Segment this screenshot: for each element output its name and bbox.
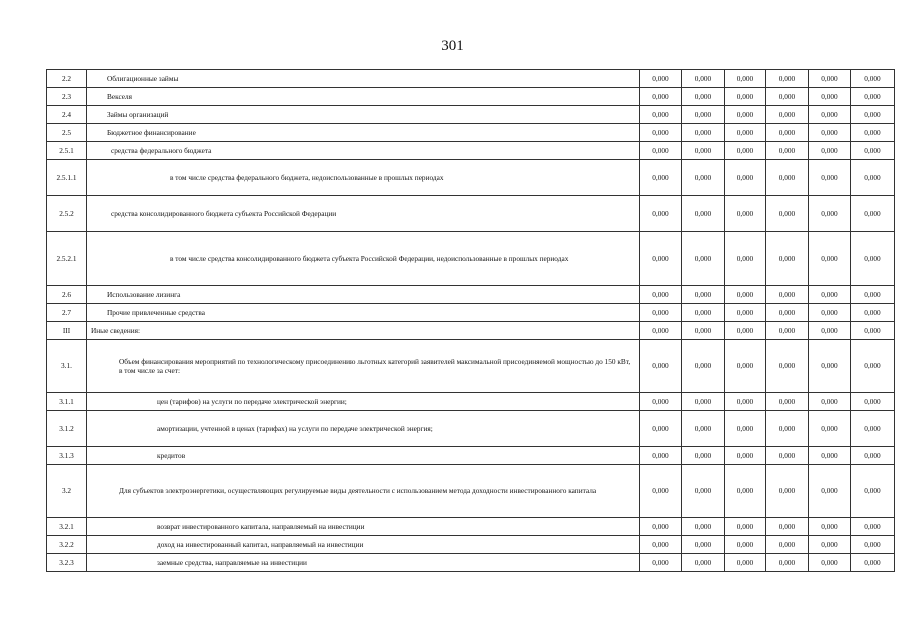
value-cell: 0,000 — [809, 322, 851, 340]
row-name: Иные сведения: — [87, 322, 640, 340]
table-row — [47, 124, 895, 142]
value-cell: 0,000 — [809, 196, 851, 232]
value-cell: 0,000 — [809, 70, 851, 88]
value-cell: 0,000 — [640, 340, 682, 393]
value-cell: 0,000 — [809, 304, 851, 322]
value-cell: 0,000 — [766, 232, 809, 286]
table-row — [47, 554, 895, 572]
table-row — [47, 106, 895, 124]
value-cell: 0,000 — [640, 465, 682, 518]
value-cell: 0,000 — [766, 160, 809, 196]
value-cell: 0,000 — [640, 142, 682, 160]
row-code: 2.5.1.1 — [47, 160, 87, 196]
value-cell: 0,000 — [809, 447, 851, 465]
value-cell: 0,000 — [682, 70, 725, 88]
value-cell: 0,000 — [640, 124, 682, 142]
value-cell: 0,000 — [851, 70, 895, 88]
row-code: 2.6 — [47, 286, 87, 304]
row-code: 3.1. — [47, 340, 87, 393]
value-cell: 0,000 — [766, 142, 809, 160]
value-cell: 0,000 — [851, 447, 895, 465]
value-cell: 0,000 — [851, 160, 895, 196]
row-name: Бюджетное финансирование — [87, 124, 640, 142]
value-cell: 0,000 — [725, 518, 766, 536]
value-cell: 0,000 — [640, 304, 682, 322]
value-cell: 0,000 — [640, 232, 682, 286]
row-name: Займы организаций — [87, 106, 640, 124]
value-cell: 0,000 — [766, 322, 809, 340]
value-cell: 0,000 — [851, 322, 895, 340]
value-cell: 0,000 — [682, 322, 725, 340]
value-cell: 0,000 — [766, 518, 809, 536]
value-cell: 0,000 — [766, 124, 809, 142]
value-cell: 0,000 — [725, 124, 766, 142]
table-row — [47, 447, 895, 465]
table-row — [47, 232, 895, 286]
value-cell: 0,000 — [809, 160, 851, 196]
value-cell: 0,000 — [682, 447, 725, 465]
value-cell: 0,000 — [851, 304, 895, 322]
value-cell: 0,000 — [725, 322, 766, 340]
row-name: заемные средства, направляемые на инвестиции — [87, 554, 640, 572]
row-code: 2.3 — [47, 88, 87, 106]
row-name: Объем финансирования мероприятий по технологическому присоединению льготных категорий заявителей максимальной присоединяемой мощностью до 150 кВт, в том числе за счет: — [87, 340, 640, 393]
row-code: 3.1.2 — [47, 411, 87, 447]
page-number: 301 — [441, 38, 464, 54]
row-name: Использование лизинга — [87, 286, 640, 304]
value-cell: 0,000 — [809, 536, 851, 554]
value-cell: 0,000 — [682, 393, 725, 411]
value-cell: 0,000 — [640, 447, 682, 465]
row-code: 3.2.2 — [47, 536, 87, 554]
value-cell: 0,000 — [725, 340, 766, 393]
value-cell: 0,000 — [682, 465, 725, 518]
value-cell: 0,000 — [725, 88, 766, 106]
value-cell: 0,000 — [766, 465, 809, 518]
value-cell: 0,000 — [682, 142, 725, 160]
value-cell: 0,000 — [766, 70, 809, 88]
value-cell: 0,000 — [766, 554, 809, 572]
value-cell: 0,000 — [725, 304, 766, 322]
table-row — [47, 411, 895, 447]
value-cell: 0,000 — [851, 393, 895, 411]
value-cell: 0,000 — [851, 88, 895, 106]
value-cell: 0,000 — [851, 340, 895, 393]
value-cell: 0,000 — [640, 518, 682, 536]
row-name: в том числе средства федерального бюджета, недоиспользованные в прошлых периодах — [87, 160, 640, 196]
row-code: III — [47, 322, 87, 340]
value-cell: 0,000 — [851, 196, 895, 232]
value-cell: 0,000 — [809, 518, 851, 536]
value-cell: 0,000 — [725, 232, 766, 286]
value-cell: 0,000 — [851, 124, 895, 142]
value-cell: 0,000 — [809, 106, 851, 124]
value-cell: 0,000 — [725, 196, 766, 232]
row-name: Для субъектов электроэнергетики, осуществляющих регулируемые виды деятельности с использованием метода доходности инвестированного капитала — [87, 465, 640, 518]
table-row — [47, 322, 895, 340]
value-cell: 0,000 — [851, 106, 895, 124]
row-name: возврат инвестированного капитала, направляемый на инвестиции — [87, 518, 640, 536]
value-cell: 0,000 — [725, 411, 766, 447]
value-cell: 0,000 — [682, 106, 725, 124]
value-cell: 0,000 — [766, 536, 809, 554]
value-cell: 0,000 — [725, 554, 766, 572]
table-row — [47, 70, 895, 88]
value-cell: 0,000 — [682, 88, 725, 106]
value-cell: 0,000 — [809, 124, 851, 142]
value-cell: 0,000 — [682, 160, 725, 196]
value-cell: 0,000 — [640, 88, 682, 106]
value-cell: 0,000 — [640, 70, 682, 88]
value-cell: 0,000 — [851, 554, 895, 572]
table-row — [47, 160, 895, 196]
table-row — [47, 304, 895, 322]
financing-table — [46, 69, 895, 572]
value-cell: 0,000 — [809, 393, 851, 411]
value-cell: 0,000 — [809, 232, 851, 286]
value-cell: 0,000 — [725, 465, 766, 518]
row-code: 2.4 — [47, 106, 87, 124]
value-cell: 0,000 — [809, 286, 851, 304]
row-code: 3.2.3 — [47, 554, 87, 572]
value-cell: 0,000 — [766, 393, 809, 411]
value-cell: 0,000 — [725, 536, 766, 554]
value-cell: 0,000 — [766, 447, 809, 465]
value-cell: 0,000 — [851, 142, 895, 160]
value-cell: 0,000 — [809, 554, 851, 572]
value-cell: 0,000 — [640, 554, 682, 572]
value-cell: 0,000 — [851, 286, 895, 304]
row-code: 2.5.2 — [47, 196, 87, 232]
value-cell: 0,000 — [851, 465, 895, 518]
row-code: 3.2.1 — [47, 518, 87, 536]
value-cell: 0,000 — [640, 322, 682, 340]
value-cell: 0,000 — [725, 393, 766, 411]
row-name: доход на инвестированный капитал, направляемый на инвестиции — [87, 536, 640, 554]
value-cell: 0,000 — [682, 518, 725, 536]
value-cell: 0,000 — [682, 554, 725, 572]
value-cell: 0,000 — [725, 142, 766, 160]
row-name: Облигационные займы — [87, 70, 640, 88]
value-cell: 0,000 — [640, 411, 682, 447]
value-cell: 0,000 — [851, 518, 895, 536]
row-name: кредитов — [87, 447, 640, 465]
value-cell: 0,000 — [766, 106, 809, 124]
value-cell: 0,000 — [682, 411, 725, 447]
row-name: средства федерального бюджета — [87, 142, 640, 160]
row-code: 2.7 — [47, 304, 87, 322]
value-cell: 0,000 — [809, 88, 851, 106]
table-row — [47, 286, 895, 304]
table-row — [47, 142, 895, 160]
row-code: 3.2 — [47, 465, 87, 518]
table-row — [47, 536, 895, 554]
value-cell: 0,000 — [766, 304, 809, 322]
value-cell: 0,000 — [766, 286, 809, 304]
value-cell: 0,000 — [725, 447, 766, 465]
value-cell: 0,000 — [809, 142, 851, 160]
value-cell: 0,000 — [725, 286, 766, 304]
table-row — [47, 393, 895, 411]
row-name: Прочие привлеченные средства — [87, 304, 640, 322]
row-code: 3.1.1 — [47, 393, 87, 411]
row-code: 3.1.3 — [47, 447, 87, 465]
value-cell: 0,000 — [682, 232, 725, 286]
table-row — [47, 196, 895, 232]
row-code: 2.5.1 — [47, 142, 87, 160]
value-cell: 0,000 — [640, 393, 682, 411]
row-name: в том числе средства консолидированного бюджета субъекта Российской Федерации, недоиспользованные в прошлых периодах — [87, 232, 640, 286]
value-cell: 0,000 — [851, 536, 895, 554]
value-cell: 0,000 — [682, 304, 725, 322]
table-row — [47, 518, 895, 536]
row-code: 2.5 — [47, 124, 87, 142]
row-code: 2.5.2.1 — [47, 232, 87, 286]
value-cell: 0,000 — [682, 536, 725, 554]
value-cell: 0,000 — [809, 340, 851, 393]
table-body — [47, 70, 895, 572]
value-cell: 0,000 — [851, 232, 895, 286]
value-cell: 0,000 — [682, 286, 725, 304]
value-cell: 0,000 — [766, 196, 809, 232]
row-name: средства консолидированного бюджета субъекта Российской Федерации — [87, 196, 640, 232]
row-code: 2.2 — [47, 70, 87, 88]
value-cell: 0,000 — [682, 124, 725, 142]
value-cell: 0,000 — [640, 196, 682, 232]
value-cell: 0,000 — [640, 160, 682, 196]
value-cell: 0,000 — [725, 160, 766, 196]
value-cell: 0,000 — [809, 465, 851, 518]
value-cell: 0,000 — [725, 70, 766, 88]
value-cell: 0,000 — [682, 196, 725, 232]
table-row — [47, 340, 895, 393]
table-row — [47, 465, 895, 518]
value-cell: 0,000 — [640, 536, 682, 554]
value-cell: 0,000 — [682, 340, 725, 393]
value-cell: 0,000 — [766, 340, 809, 393]
row-name: цен (тарифов) на услуги по передаче электрической энергии; — [87, 393, 640, 411]
table-row — [47, 88, 895, 106]
row-name: Векселя — [87, 88, 640, 106]
value-cell: 0,000 — [809, 411, 851, 447]
row-name: амортизации, учтенной в ценах (тарифах) на услуги по передаче электрической энергия; — [87, 411, 640, 447]
value-cell: 0,000 — [766, 411, 809, 447]
value-cell: 0,000 — [640, 286, 682, 304]
value-cell: 0,000 — [766, 88, 809, 106]
value-cell: 0,000 — [851, 411, 895, 447]
value-cell: 0,000 — [640, 106, 682, 124]
value-cell: 0,000 — [725, 106, 766, 124]
